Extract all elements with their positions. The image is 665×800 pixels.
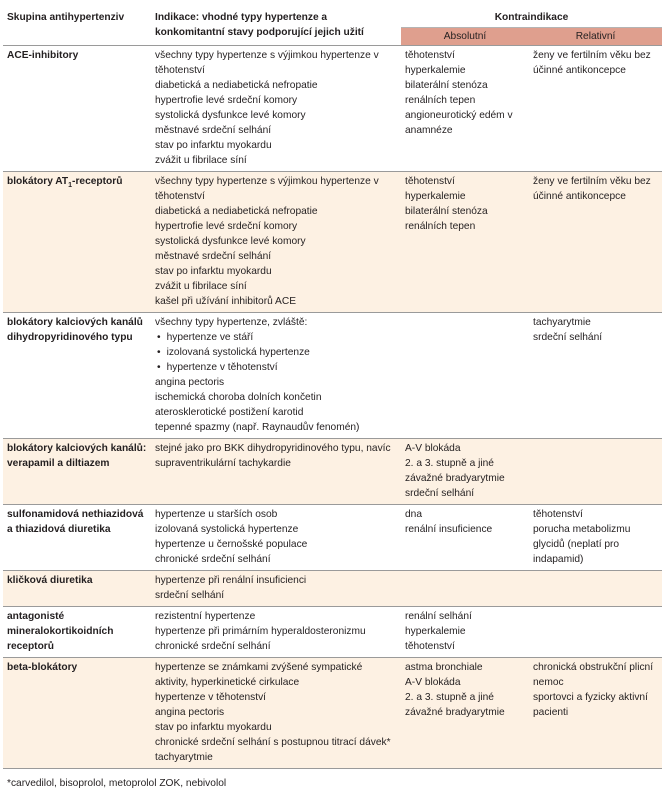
indication-item: stejné jako pro BKK dihydropyridinového typu, navíc supraventrikulární tachykardie — [155, 443, 391, 469]
indication-item: městnavé srdeční selhání — [155, 125, 272, 136]
indication-item: zvážit u fibrilace síní — [155, 281, 247, 292]
indication-item: angina pectoris — [155, 707, 225, 718]
relative-cell — [529, 607, 662, 658]
absolute-item: bilaterální stenóza renálních tepen — [405, 206, 488, 232]
indications-cell — [151, 313, 401, 439]
absolute-item: A-V blokáda — [405, 677, 461, 688]
absolute-cell — [401, 505, 529, 571]
relative-item: chronická obstrukční plicní nemoc — [533, 662, 654, 688]
relative-item: sportovci a fyzicky aktivní pacienti — [533, 692, 648, 718]
indication-item: všechny typy hypertenze s výjimkou hypertenze v těhotenství — [155, 176, 379, 202]
indication-item: hypertenze při primárním hyperaldosteronizmu — [155, 626, 366, 637]
absolute-item: hyperkalemie — [405, 191, 466, 202]
indication-item: kašel při užívání inhibitorů ACE — [155, 296, 296, 307]
group-name: kličková diuretika — [3, 571, 151, 607]
indication-item: tepenné spazmy (např. Raynaudův fenomén) — [155, 422, 360, 433]
absolute-cell — [401, 607, 529, 658]
header-row — [3, 4, 662, 28]
group-name-tail: -receptorů — [72, 176, 123, 187]
table-row — [3, 658, 662, 769]
header-indication: Indikace: vhodné typy hypertenze a konkomitantní stavy podporující jejich užití — [151, 4, 401, 46]
indications-cell — [151, 439, 401, 505]
group-name-subscript: 1 — [68, 182, 73, 190]
absolute-item: dna — [405, 509, 422, 520]
indication-item: diabetická a nediabetická nefropatie — [155, 80, 318, 91]
indications-cell — [151, 658, 401, 769]
table-row — [3, 439, 662, 505]
table-row — [3, 607, 662, 658]
indications-cell — [151, 172, 401, 313]
table-row — [3, 505, 662, 571]
indication-item: stav po infarktu myokardu — [155, 140, 272, 151]
header-absolute: Absolutní — [401, 28, 529, 46]
indication-item: systolická dysfunkce levé komory — [155, 236, 306, 247]
absolute-item: renální selhání — [405, 611, 472, 622]
footnote: *carvedilol, bisoprolol, metoprolol ZOK, nebivolol — [7, 778, 227, 789]
indication-item: tachyarytmie — [155, 752, 213, 763]
relative-cell — [529, 46, 662, 172]
absolute-item: A-V blokáda — [405, 443, 461, 454]
group-name — [3, 172, 151, 313]
indication-item: aterosklerotické postižení karotid — [155, 407, 304, 418]
indication-item: hypertrofie levé srdeční komory — [155, 221, 298, 232]
indication-item: stav po infarktu myokardu — [155, 266, 272, 277]
indications-cell — [151, 607, 401, 658]
group-name: antagonisté mineralokortikoidních receptorů — [3, 607, 151, 658]
absolute-item: bilaterální stenóza renálních tepen — [405, 80, 488, 106]
indication-item: hypertenze se známkami zvýšené sympatické aktivity, hyperkinetické cirkulace — [155, 662, 363, 688]
indication-item: angina pectoris — [155, 377, 225, 388]
header-contraindication: Kontraindikace — [401, 4, 662, 28]
header-relative: Relativní — [529, 28, 662, 46]
indication-item: chronické srdeční selhání — [155, 641, 271, 652]
indication-item: hypertenze u starších osob — [155, 509, 278, 520]
indication-item: srdeční selhání — [155, 590, 225, 601]
relative-item: těhotenství — [533, 509, 583, 520]
indication-item: všechny typy hypertenze, zvláště: — [155, 317, 308, 328]
absolute-item: těhotenství — [405, 176, 455, 187]
absolute-cell — [401, 571, 529, 607]
group-name: blokátory kalciových kanálů: verapamil a diltiazem — [3, 439, 151, 505]
absolute-item: hyperkalemie — [405, 626, 466, 637]
absolute-cell — [401, 172, 529, 313]
relative-item: ženy ve fertilním věku bez účinné antikoncepce — [533, 50, 651, 76]
absolute-item: hyperkalemie — [405, 65, 466, 76]
group-name-main: blokátory AT — [7, 176, 69, 187]
absolute-cell — [401, 313, 529, 439]
group-name: ACE-inhibitory — [3, 46, 151, 172]
indications-cell — [151, 46, 401, 172]
indication-item: městnavé srdeční selhání — [155, 251, 272, 262]
indication-item: chronické srdeční selhání s postupnou titrací dávek* — [155, 737, 391, 748]
indication-item: všechny typy hypertenze s výjimkou hypertenze v těhotenství — [155, 50, 379, 76]
absolute-cell — [401, 658, 529, 769]
absolute-item: těhotenství — [405, 50, 455, 61]
absolute-item: renální insuficience — [405, 524, 493, 535]
indication-item: hypertenze při renální insuficienci — [155, 575, 307, 586]
indication-item: zvážit u fibrilace síní — [155, 155, 247, 166]
relative-cell — [529, 172, 662, 313]
bullet-item: • izolovaná systolická hypertenze — [155, 345, 397, 360]
absolute-item: těhotenství — [405, 641, 455, 652]
table-row — [3, 172, 662, 313]
indication-item: hypertenze v těhotenství — [155, 692, 266, 703]
indication-item: ischemická choroba dolních končetin — [155, 392, 322, 403]
absolute-cell — [401, 46, 529, 172]
table-row — [3, 46, 662, 172]
indications-cell — [151, 571, 401, 607]
absolute-item: astma bronchiale — [405, 662, 483, 673]
table-row — [3, 571, 662, 607]
indication-item: izolovaná systolická hypertenze — [155, 524, 299, 535]
relative-item: porucha metabolizmu glycidů (neplatí pro indapamid) — [533, 524, 631, 565]
group-name: sulfonamidová nethiazidová a thiazidová diuretika — [3, 505, 151, 571]
relative-item: ženy ve fertilním věku bez účinné antikoncepce — [533, 176, 651, 202]
relative-item: tachyarytmie — [533, 317, 591, 328]
bullet-item: • hypertenze ve stáří — [155, 330, 397, 345]
indication-item: systolická dysfunkce levé komory — [155, 110, 306, 121]
table-row — [3, 313, 662, 439]
group-name: beta-blokátory — [3, 658, 151, 769]
relative-cell — [529, 505, 662, 571]
indication-item: hypertenze u černošské populace — [155, 539, 308, 550]
absolute-item: 2. a 3. stupně a jiné závažné bradyarytmie — [405, 458, 505, 484]
indications-cell — [151, 505, 401, 571]
absolute-item: 2. a 3. stupně a jiné závažné bradyarytmie — [405, 692, 505, 718]
header-group: Skupina antihypertenziv — [3, 4, 151, 46]
relative-item: srdeční selhání — [533, 332, 603, 343]
absolute-item: srdeční selhání — [405, 488, 475, 499]
relative-cell — [529, 571, 662, 607]
indication-item: rezistentní hypertenze — [155, 611, 256, 622]
relative-cell — [529, 313, 662, 439]
absolute-item: angioneurotický edém v anamnéze — [405, 110, 513, 136]
indication-item: hypertrofie levé srdeční komory — [155, 95, 298, 106]
relative-cell — [529, 658, 662, 769]
antihypertensives-table — [3, 4, 662, 769]
group-name: blokátory kalciových kanálů dihydropyridinového typu — [3, 313, 151, 439]
indication-item: diabetická a nediabetická nefropatie — [155, 206, 318, 217]
absolute-cell — [401, 439, 529, 505]
relative-cell — [529, 439, 662, 505]
bullet-item: • hypertenze v těhotenství — [155, 360, 397, 375]
indication-item: chronické srdeční selhání — [155, 554, 271, 565]
indication-item: stav po infarktu myokardu — [155, 722, 272, 733]
